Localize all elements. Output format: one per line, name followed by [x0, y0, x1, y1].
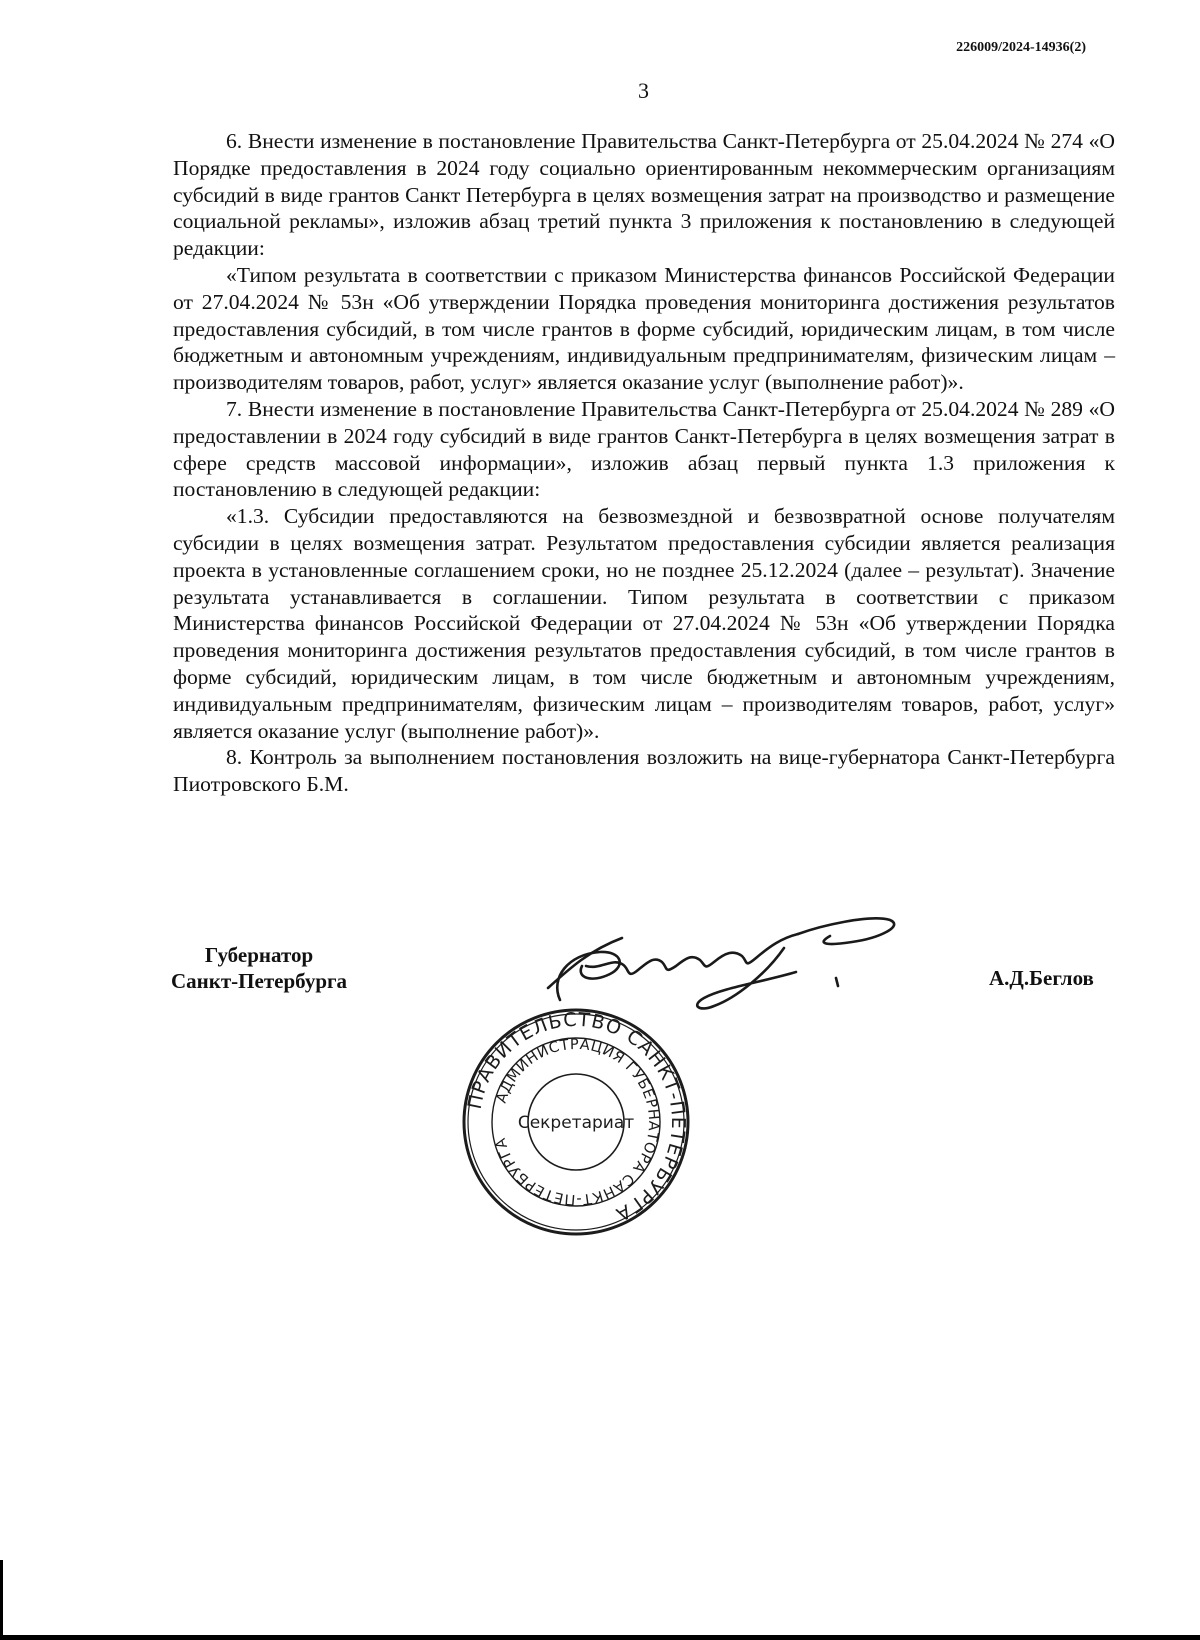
paragraph-8: 8. Контроль за выполнением постановления возложить на вице-губернатора Санкт-Петербурга Пиотровского Б.М. [173, 745, 1115, 797]
paragraph-7: 7. Внести изменение в постановление Правительства Санкт-Петербурга от 25.04.2024 № 289 «О предоставлении в 2024 году субсидий в виде грантов Санкт-Петербурга в целях возмещения затрат в сфере средств массовой информации», изложив абзац первый пункта 1.3 приложения к постановлению в следующей редакции: [173, 396, 1115, 502]
page-number: 3 [638, 78, 649, 103]
secretariat-seal [460, 1006, 692, 1238]
scan-edge-bottom [0, 1635, 1200, 1640]
document-body [173, 128, 1115, 798]
signatory-title-line2: Санкт-Петербурга [171, 969, 348, 993]
signatory-name: А.Д.Беглов [989, 966, 1094, 990]
paragraph-7-quote: «1.3. Субсидии предоставляются на безвозмездной и безвозвратной основе получателям субсидии в целях возмещения затрат. Результатом предоставления субсидии является реализация проекта в установленные соглашением сроки, но не позднее 25.12.2024 (далее – результат). Значение результата устанавливается в соглашении. Типом результата в соответствии с приказом Министерства финансов Российской Федерации от 27.04.2024 № 53н «Об утверждении Порядка проведения мониторинга достижения результатов предоставления субсидий, в том числе грантов в форме субсидий, юридическим лицам, в том числе бюджетным и автономным учреждениям, индивидуальным предпринимателям, физическим лицам – производителям товаров, работ, услуг» является оказание услуг (выполнение работ)». [173, 504, 1115, 743]
seal-center-text: Секретариат [517, 1113, 635, 1133]
seal-outer-text: ПРАВИТЕЛЬСТВО САНКТ-ПЕТЕРБУРГА [463, 1008, 690, 1226]
signatory-title-line1: Губернатор [204, 943, 314, 967]
signatory-title [171, 942, 347, 994]
document-number: 226009/2024-14936(2) [956, 40, 1086, 55]
paragraph-6: 6. Внести изменение в постановление Правительства Санкт-Петербурга от 25.04.2024 № 274 «О Порядке предоставления в 2024 году социально ориентированным некоммерческим организациям субсидий в виде грантов Санкт Петербурга в целях возмещения затрат на производство и размещение социальной рекламы», изложив абзац третий пункта 3 приложения к постановлению в следующей редакции: [173, 129, 1115, 261]
seal-inner-text: АДМИНИСТРАЦИЯ ГУБЕРНАТОРА САНКТ-ПЕТЕРБУРГА [492, 1036, 662, 1208]
scan-edge-left [0, 1560, 3, 1640]
paragraph-6-quote: «Типом результата в соответствии с приказом Министерства финансов Российской Федерации от 27.04.2024 № 53н «Об утверждении Порядка проведения мониторинга достижения результатов предоставления субсидий, в том числе грантов в форме субсидий, юридическим лицам, в том числе бюджетным и автономным учреждениям, индивидуальным предпринимателям, физическим лицам – производителям товаров, работ, услуг» является оказание услуг (выполнение работ)». [173, 262, 1115, 395]
